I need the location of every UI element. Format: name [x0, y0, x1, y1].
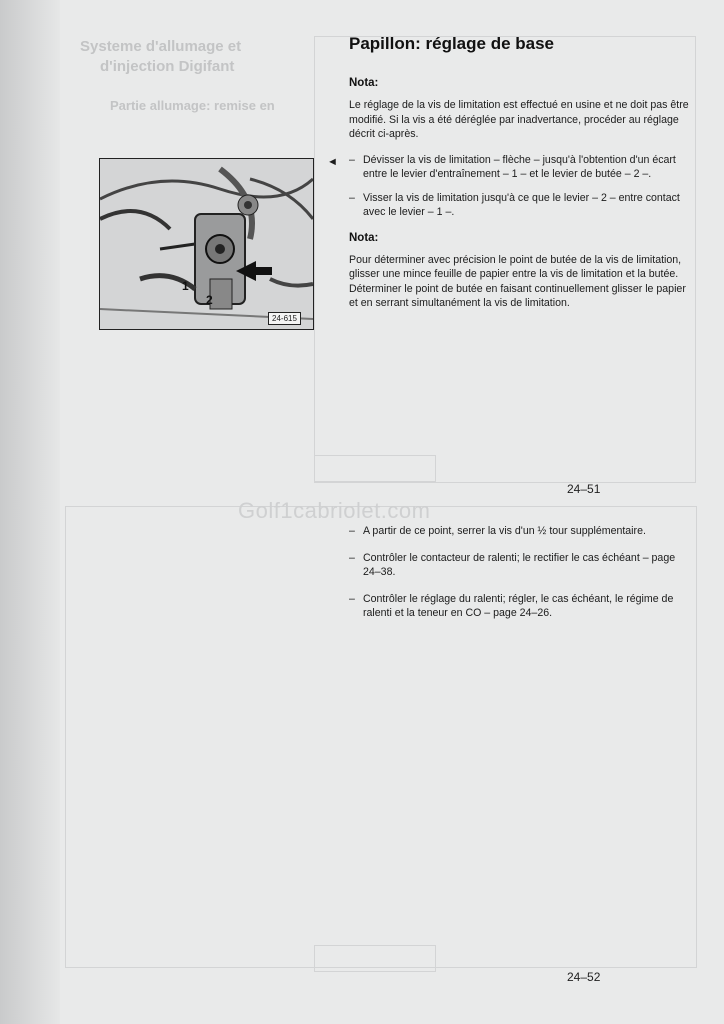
nota-label: Nota:: [349, 77, 379, 89]
nota-text: Pour déterminer avec précision le point de butée de la vis de limitation, glisser une mince feuille de papier entre la vis de limitation et la butée. Déterminer le point de butée en faisant continuellement glisser le papier et en serrant simultanément la vis de limitation.: [349, 253, 686, 309]
callout-1: 1: [182, 279, 189, 293]
bullet-dash: –: [349, 525, 355, 537]
bullet-dash: –: [349, 191, 355, 204]
throttle-figure: [99, 158, 314, 330]
left-pointer-icon: ◄: [327, 156, 338, 168]
show-through-text: Partie allumage: remise en: [110, 98, 275, 113]
watermark-text: Golf1cabriolet.com: [238, 498, 431, 523]
show-through-frame: [314, 945, 436, 972]
callout-2: 2: [206, 293, 213, 307]
bullet-dash: –: [349, 592, 355, 605]
nota-text: Le réglage de la vis de limitation est effectué en usine et ne doit pas être modifié. Si la vis a été déréglée par inadvertance, procéder au réglage décrit ci-après.: [349, 99, 689, 140]
section-2: [349, 524, 694, 621]
step-item: – Contrôler le contacteur de ralenti; le rectifier le cas échéant – page 24–38.: [349, 551, 676, 578]
show-through-text: d'injection Digifant: [100, 58, 235, 75]
bullet-dash: –: [349, 551, 355, 564]
step-item: – Contrôler le réglage du ralenti; régler, le cas échéant, le régime de ralenti et la teneur en CO – page 24–26.: [349, 592, 674, 619]
figure-label: 24-615: [268, 312, 301, 325]
throttle-diagram: [100, 159, 313, 329]
bullet-dash: –: [349, 153, 355, 166]
show-through-frame: [314, 455, 436, 482]
page-shadow: [0, 0, 60, 1024]
step-item: – Visser la vis de limitation jusqu'à ce que le levier – 2 – entre contact avec le levier – 1 –.: [349, 191, 680, 218]
page-title: Papillon: réglage de base: [349, 34, 555, 53]
page-number: 24–51: [567, 482, 601, 496]
show-through-text: Systeme d'allumage et: [80, 38, 242, 55]
step-item: – A partir de ce point, serrer la vis d'un ½ tour supplémentaire.: [349, 525, 646, 537]
page-number: 24–52: [567, 970, 601, 984]
step-list: [349, 153, 694, 220]
step-item: – Dévisser la vis de limitation – flèche – jusqu'à l'obtention d'un écart entre le levier d'entraînement – 1 – et le levier de butée – 2 –.: [349, 153, 676, 180]
nota-label: Nota:: [349, 231, 379, 244]
section-1: [349, 77, 694, 311]
